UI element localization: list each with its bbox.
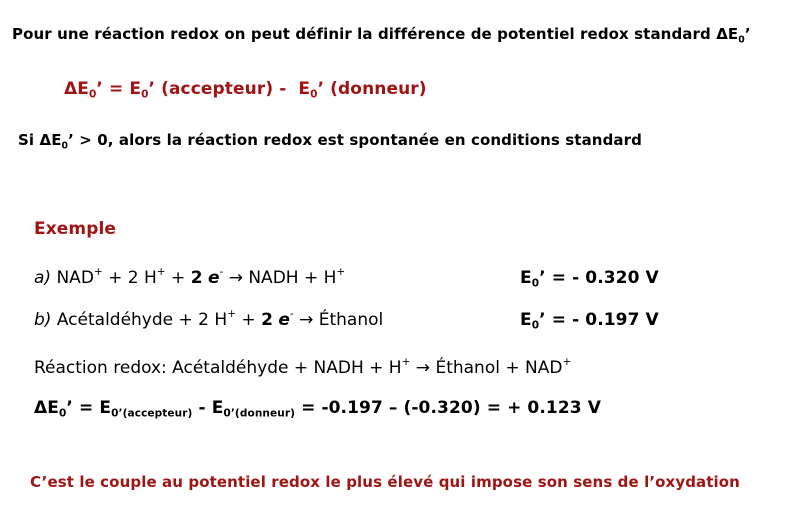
intro-line — [12, 25, 751, 45]
def-e2: E — [298, 79, 311, 99]
intro-delta-symbol: ΔE — [716, 25, 739, 43]
overall-reaction — [34, 356, 571, 378]
intro-prime: ’ — [744, 25, 751, 43]
reaction-a-h: + 2 H — [108, 267, 157, 288]
reaction-b-electron: e — [278, 309, 290, 330]
overall-reaction-text: Réaction redox: Acétaldéhyde + NADH + H — [34, 357, 402, 378]
def-lhs-sub: 0 — [88, 88, 97, 101]
reaction-a-h-sup: + — [156, 266, 166, 278]
reaction-b-e0 — [520, 310, 659, 332]
calc-minus: - E — [198, 398, 224, 418]
calc-sub2: 0’(donneur) — [223, 407, 296, 420]
example-heading: Exemple — [34, 219, 117, 239]
reaction-b-reactant: Acétaldéhyde + 2 H — [56, 309, 228, 330]
conclusion: C’est le couple au potentiel redox le plus élevé qui impose son sens de l’oxydation — [30, 473, 740, 491]
def-sub1: 0 — [141, 88, 149, 101]
reaction-b-two: 2 — [261, 309, 273, 330]
calc-eq: ’ = E — [66, 398, 112, 418]
cond-si: Si — [18, 131, 35, 149]
reaction-b-e0-value: ’ = - 0.197 V — [539, 310, 659, 330]
overall-reaction-sup2: + — [562, 356, 572, 368]
reaction-a-e0-sub: 0 — [531, 277, 540, 290]
reaction-a-product-sup: + — [336, 266, 346, 278]
reaction-a-e-sup: - — [219, 266, 224, 278]
reaction-a-product: NADH + H — [248, 267, 337, 288]
calc-sub1: 0’(accepteur) — [111, 407, 193, 420]
reaction-b-plus: + — [241, 309, 256, 330]
reaction-b-e0-sub: 0 — [531, 319, 540, 332]
reaction-b-e-sup: - — [289, 308, 294, 320]
cond-rest: ’ > 0, alors la réaction redox est spontanée en conditions standard — [68, 131, 642, 149]
calc-lhs-sub: 0 — [58, 407, 67, 420]
reaction-b — [34, 308, 383, 330]
reaction-a-nad: NAD — [56, 267, 94, 288]
def-accepteur: ’ (accepteur) - — [148, 79, 287, 99]
def-eq: ’ = E — [96, 79, 142, 99]
reaction-a-e0 — [520, 268, 659, 290]
overall-reaction-product: Éthanol + NAD — [435, 357, 563, 378]
calculation — [34, 398, 601, 420]
definition-formula — [64, 79, 427, 101]
def-donneur: ’ (donneur) — [317, 79, 427, 99]
intro-text: Pour une réaction redox on peut définir la différence de potentiel redox standard — [12, 25, 711, 43]
overall-reaction-sup1: + — [401, 356, 411, 368]
reaction-a-e0-label: E — [520, 268, 532, 288]
overall-reaction-arrow-icon: → — [415, 357, 431, 378]
reaction-a-e0-value: ’ = - 0.320 V — [539, 268, 659, 288]
reaction-a — [34, 266, 345, 288]
calc-lhs: ΔE — [34, 398, 59, 418]
reaction-a-label: a) — [34, 267, 52, 288]
calc-result: = -0.197 – (-0.320) = + 0.123 V — [301, 398, 601, 418]
intro-sub: 0 — [738, 34, 745, 46]
cond-sub: 0 — [61, 140, 69, 152]
reaction-b-arrow-icon: → — [299, 309, 314, 330]
cond-delta: ΔE — [39, 131, 62, 149]
reaction-b-product: Éthanol — [318, 309, 384, 330]
reaction-a-arrow-icon: → — [228, 267, 243, 288]
reaction-a-plus: + — [171, 267, 186, 288]
reaction-a-nad-sup: + — [93, 266, 103, 278]
reaction-b-label: b) — [34, 309, 52, 330]
def-lhs: ΔE — [64, 79, 89, 99]
reaction-a-electron: e — [207, 267, 220, 288]
def-sub2: 0 — [310, 88, 318, 101]
condition-line — [18, 131, 642, 151]
reaction-a-two: 2 — [190, 267, 203, 288]
reaction-b-e0-label: E — [520, 310, 532, 330]
reaction-b-h-sup: + — [227, 308, 237, 320]
